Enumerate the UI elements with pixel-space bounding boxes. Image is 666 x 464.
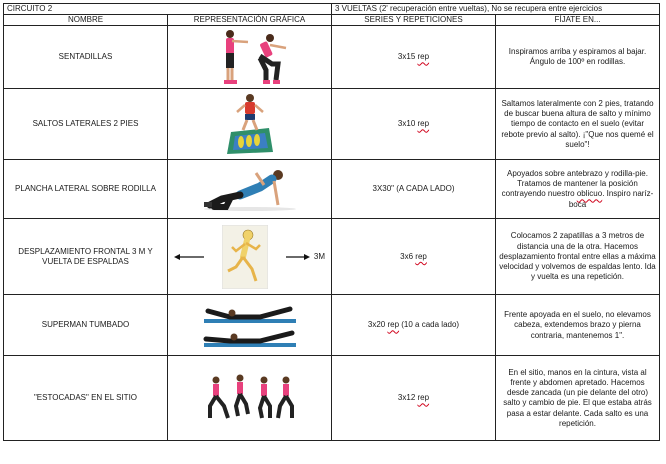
note-cell xyxy=(496,26,660,89)
series-text: 3x6 xyxy=(400,251,416,261)
table-row xyxy=(4,356,660,441)
note-text-end: . Inspiro naríz-boca xyxy=(568,189,654,209)
note-cell xyxy=(496,356,660,441)
series-cell xyxy=(332,219,496,295)
col-header-name: NOMBRE xyxy=(4,15,168,26)
exercise-name: SALTOS LATERALES 2 PIES xyxy=(4,89,168,160)
table-row xyxy=(4,219,660,295)
rounds-note: 3 VUELTAS (2' recuperación entre vueltas), No se recupera entre ejercicios xyxy=(332,4,660,15)
title-row xyxy=(4,4,660,15)
note-text: Apoyados sobre antebrazo y rodilla-pie. Tratamos de mantener la posición contrayendo nuestro xyxy=(501,169,648,199)
series-unit: rep xyxy=(387,320,400,330)
series-unit: rep xyxy=(415,251,427,261)
note-cell xyxy=(496,160,660,219)
col-header-series: SERIES Y REPETICIONES xyxy=(332,15,496,26)
series-unit: rep xyxy=(417,52,430,62)
series-cell xyxy=(332,295,496,356)
running-figure-icon xyxy=(222,225,268,289)
col-header-note: FÍJATE EN... xyxy=(496,15,660,26)
side-plank-figure-icon xyxy=(200,165,300,213)
table-row xyxy=(4,89,660,160)
series-text: 3x20 xyxy=(367,320,388,330)
table-row xyxy=(4,26,660,89)
note-cell xyxy=(496,219,660,295)
series-unit: rep xyxy=(417,119,430,129)
exercise-graphic xyxy=(168,356,332,441)
circuit-table xyxy=(3,3,660,441)
series-cell xyxy=(332,160,496,219)
exercise-graphic xyxy=(168,295,332,356)
circuit-title: CIRCUITO 2 xyxy=(4,4,332,15)
lunge-figure-icon xyxy=(204,374,296,422)
note-text: Colocamos 2 zapatillas a 3 metros de distancia una de la otra. Hacemos desplazamiento frontal entre ellas a máxima velocidad y volvemos de espaldas lento. Ida y vuelta es una repetición. xyxy=(499,231,656,282)
exercise-graphic xyxy=(168,219,332,295)
note-text: Saltamos lateralmente con 2 pies, tratando de buscar buena altura de salto y mínimo tiempo de contacto en el suelo (evitar rebote previo al salto). ¡"Que nos quemé el suelo"! xyxy=(501,98,654,149)
squat-figure-icon xyxy=(210,28,290,86)
series-cell xyxy=(332,26,496,89)
exercise-name: DESPLAZAMIENTO FRONTAL 3 M Y VUELTA DE ESPALDAS xyxy=(4,219,168,295)
series-text: 3x10 xyxy=(397,119,418,129)
note-spellcheck-word: oblicuo xyxy=(576,189,603,199)
superman-figure-icon xyxy=(200,301,300,349)
lateral-jump-figure-icon xyxy=(225,92,275,156)
table-row xyxy=(4,295,660,356)
table-row xyxy=(4,160,660,219)
exercise-graphic xyxy=(168,26,332,89)
series-text: 3X30" (A CADA LADO) xyxy=(372,184,455,194)
series-text: 3x12 xyxy=(397,393,418,403)
note-text: Frente apoyada en el suelo, no elevamos cabeza, extendemos brazo y pierna contraria, mantenemos 1". xyxy=(504,310,651,340)
note-text: Inspiramos arriba y espiramos al bajar. Ángulo de 100º en rodillas. xyxy=(508,47,647,67)
header-row xyxy=(4,15,660,26)
series-extra: (10 a cada lado) xyxy=(399,320,460,330)
exercise-name: SENTADILLAS xyxy=(4,26,168,89)
exercise-graphic xyxy=(168,160,332,219)
note-cell xyxy=(496,295,660,356)
series-cell xyxy=(332,89,496,160)
distance-label: 3M xyxy=(313,251,325,261)
exercise-graphic xyxy=(168,89,332,160)
arrow-right-icon xyxy=(286,253,310,261)
series-text: 3x15 xyxy=(397,52,418,62)
exercise-name: PLANCHA LATERAL SOBRE RODILLA xyxy=(4,160,168,219)
exercise-name: SUPERMAN TUMBADO xyxy=(4,295,168,356)
arrow-left-icon xyxy=(174,253,204,261)
note-cell xyxy=(496,89,660,160)
col-header-graphic: REPRESENTACIÓN GRÁFICA xyxy=(168,15,332,26)
exercise-name: "ESTOCADAS" EN EL SITIO xyxy=(4,356,168,441)
series-unit: rep xyxy=(417,393,430,403)
note-text: En el sitio, manos en la cintura, vista al frente y abdomen apretado. Hacemos desde zancada (un pie delante del otro) salto y cambio de pie. El que estaba atrás pasa a estar delante. Cada salto es una repetición. xyxy=(503,367,652,428)
series-cell xyxy=(332,356,496,441)
